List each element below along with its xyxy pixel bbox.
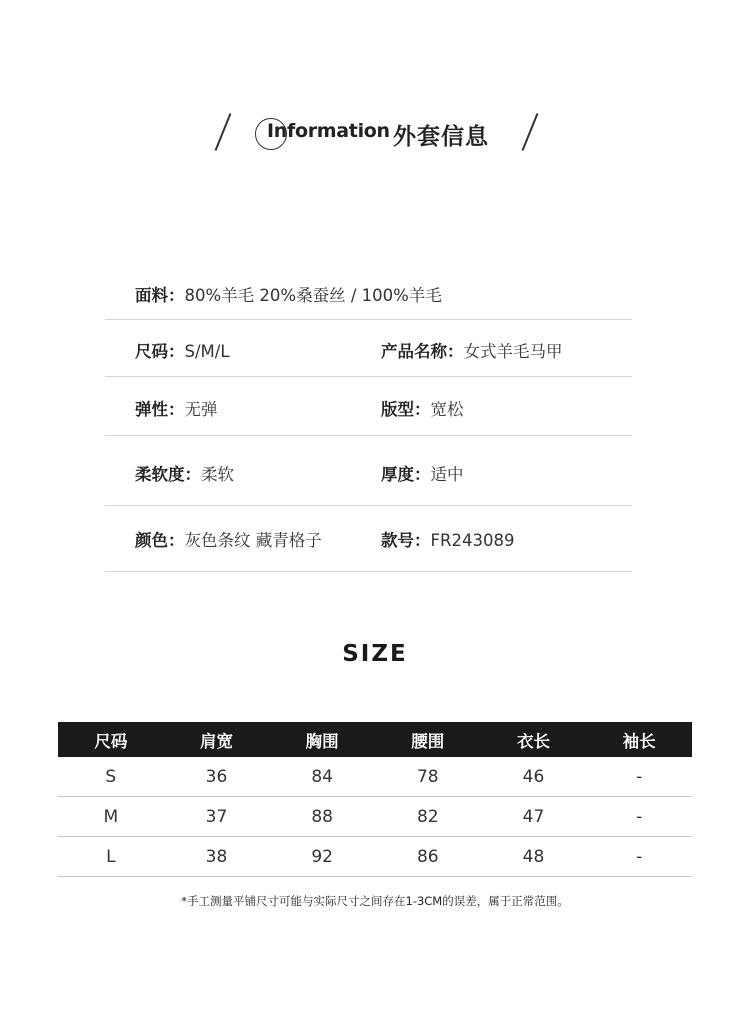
spec-size [135,338,230,362]
slash-divider-right [522,113,539,151]
spec-elasticity-value: 无弹 [184,400,218,419]
header-title-en: Information [267,120,390,142]
spec-size-value: S/M/L [184,342,230,361]
size-header-cell: 尺码 [58,722,164,757]
size-cell: 38 [164,837,270,877]
spec-color [135,527,322,551]
spec-row-color-style [105,506,632,572]
spec-softness-key: 柔软度： [135,465,201,484]
spec-color-key: 颜色： [135,531,185,550]
table-row [58,797,692,837]
table-row [58,757,692,797]
size-section-title: SIZE [342,641,408,667]
measurement-note: *手工测量平铺尺寸可能与实际尺寸之间存在1-3CM的误差，属于正常范围。 [181,894,569,908]
size-cell: 92 [269,837,375,877]
size-cell: 36 [164,757,270,797]
spec-fit [381,396,464,420]
size-cell: 46 [481,757,587,797]
spec-elasticity [135,396,218,420]
size-header-cell: 胸围 [269,722,375,757]
size-cell: 78 [375,757,481,797]
size-cell: 82 [375,797,481,837]
size-cell: 37 [164,797,270,837]
spec-fit-value: 宽松 [430,400,464,419]
spec-fit-key: 版型： [381,400,431,419]
spec-size-key: 尺码： [135,342,185,361]
spec-product-name [381,338,563,362]
size-cell: 47 [481,797,587,837]
size-header-cell: 衣长 [481,722,587,757]
spec-row-size-name [105,320,632,377]
spec-row-softness-thickness [105,436,632,506]
size-cell: - [586,797,692,837]
table-row [58,837,692,877]
size-cell: 86 [375,837,481,877]
spec-fabric [135,282,442,306]
spec-fabric-value: 80%羊毛 20%桑蚕丝 / 100%羊毛 [184,286,442,305]
slash-divider-left [215,113,232,151]
spec-thickness [381,461,464,485]
size-cell: - [586,757,692,797]
spec-thickness-key: 厚度： [381,465,431,484]
header-title-cn: 外套信息 [393,124,489,150]
size-table [58,722,692,877]
spec-softness-value: 柔软 [201,465,234,484]
spec-product-name-key: 产品名称： [381,342,464,361]
spec-color-value: 灰色条纹 藏青格子 [184,531,322,550]
size-cell: S [58,757,164,797]
size-cell: 84 [269,757,375,797]
spec-row-elasticity-fit [105,377,632,436]
spec-softness [135,461,234,485]
spec-row-fabric [105,270,632,320]
spec-fabric-key: 面料： [135,286,185,305]
size-cell: 48 [481,837,587,877]
size-header-cell: 腰围 [375,722,481,757]
size-cell: M [58,797,164,837]
spec-style-no-key: 款号： [381,531,431,550]
size-cell: 88 [269,797,375,837]
info-header [0,100,750,170]
spec-thickness-value: 适中 [430,465,464,484]
size-cell: L [58,837,164,877]
spec-elasticity-key: 弹性： [135,400,185,419]
size-header-cell: 肩宽 [164,722,270,757]
size-cell: - [586,837,692,877]
spec-product-name-value: 女式羊毛马甲 [463,342,563,361]
size-header-cell: 袖长 [586,722,692,757]
size-table-header-row [58,722,692,757]
spec-style-no [381,527,514,551]
spec-style-no-value: FR243089 [430,531,515,550]
